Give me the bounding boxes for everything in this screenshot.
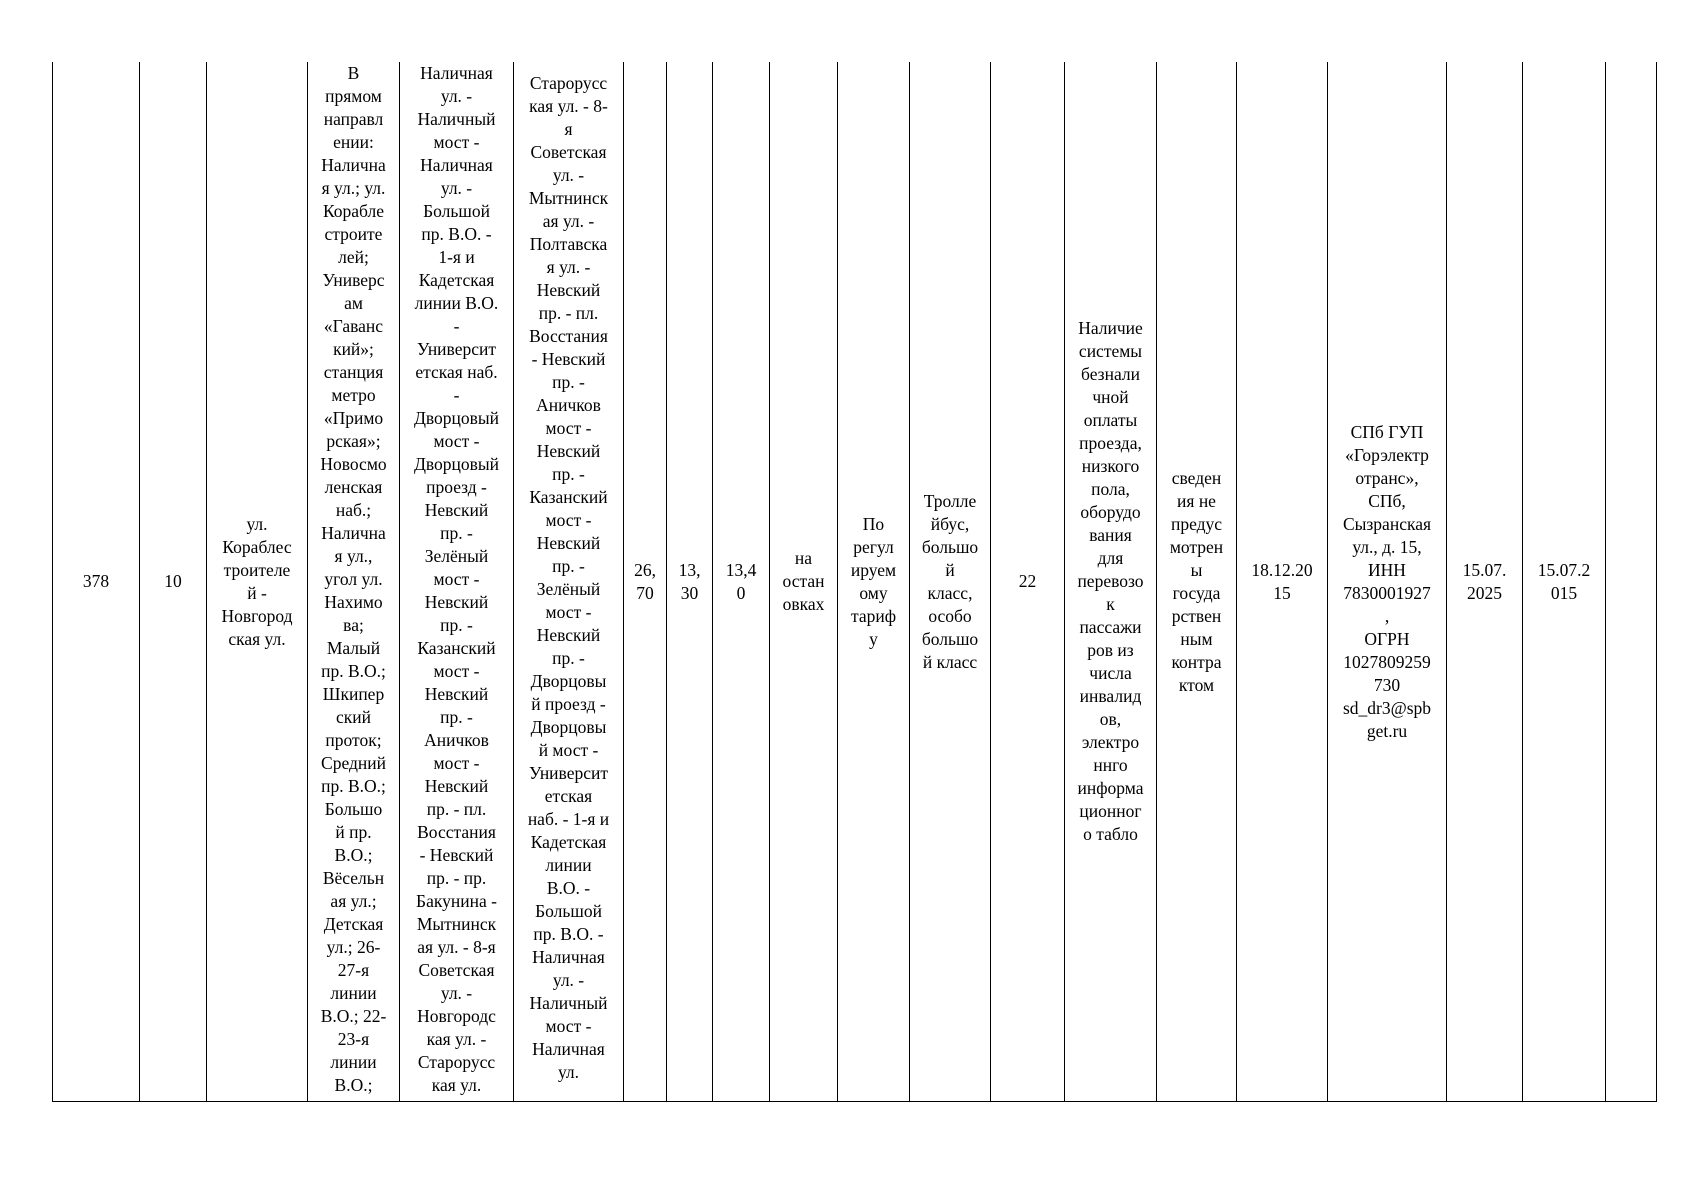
row-number: 378: [82, 571, 110, 591]
route-registry-table: [52, 62, 1657, 1102]
table-row: [53, 62, 1657, 1102]
carrier-cell: [1328, 62, 1447, 1102]
start-date: 18.12.20 15: [1251, 559, 1313, 603]
length-forward: 13, 30: [678, 559, 701, 603]
vehicle-characteristics: Наличие системы безнали чной оплаты проезда, низкого пола, оборудо вания для перевозо к пассажи ров из числа инвалид ов, электро ннго информа ционног о табло: [1077, 318, 1144, 844]
route-number-cell: [140, 62, 207, 1102]
stops-cell: [308, 62, 400, 1102]
length-backward-cell: [713, 62, 770, 1102]
streets-backward: Старорусс кая ул. - 8- я Советская ул. - Мытнинск ая ул. - Полтавска я ул. - Невский пр. - пл. Восстания - Невский пр. - Аничков мост - Невский пр. - Казанский мост - Невский пр. - Зелёный мост - Невский пр. - Дворцовы й проезд - Дворцовы й мост - Университ етская наб. - 1-я и Кадетская линии В.О. - Большой пр. В.О. - Наличная ул. - Наличный мост - Наличная ул.: [527, 73, 610, 1082]
extra-cell: [1606, 62, 1657, 1102]
route-number: 10: [164, 571, 182, 591]
row-number-cell: [53, 62, 140, 1102]
boarding-cell: [770, 62, 838, 1102]
stops-list: В прямом направл ении: Налична я ул.; ул. Корабле строите лей; Универс ам «Гаванс кий»; станция метро «Примо рская»; Новосмо ленская наб.; Налична я ул., угол ул. Нахимо ва; Малый пр. В.О.; Шкипер ский проток; Средний пр. В.О.; Большо й пр. В.О.; Вёсельн ая ул.; Детская ул.; 26- 27-я линии В.О.; 22- 23-я линии В.О.;: [320, 63, 387, 1095]
streets-backward-cell: [514, 62, 624, 1102]
start-date-cell: [1237, 62, 1328, 1102]
contract-info: сведен ия не предус мотрен ы госуда рствен ным контра ктом: [1169, 467, 1224, 695]
vehicle-count-cell: [991, 62, 1065, 1102]
route-name: ул. Кораблес троителе й - Новгород ская ул.: [221, 513, 293, 649]
characteristics-cell: [1065, 62, 1157, 1102]
streets-forward-cell: [400, 62, 514, 1102]
vehicle-cell: [910, 62, 991, 1102]
date-2: 15.07.2 015: [1537, 559, 1591, 603]
contract-cell: [1157, 62, 1237, 1102]
length-total: 26, 70: [634, 559, 656, 603]
tariff-cell: [838, 62, 910, 1102]
length-forward-cell: [667, 62, 713, 1102]
vehicle-count: 22: [1018, 571, 1037, 591]
date-2-cell: [1523, 62, 1606, 1102]
streets-forward: Наличная ул. - Наличный мост - Наличная ул. - Большой пр. В.О. - 1-я и Кадетская линии В.О. - Университ етская наб. - Дворцовый мост - Дворцовый проезд - Невский пр. - Зелёный мост - Невский пр. - Казанский мост - Невский пр. - Аничков мост - Невский пр. - пл. Восстания - Невский пр. - пр. Бакунина - Мытнинск ая ул. - 8-я Советская ул. - Новгородс кая ул. - Старорусс кая ул.: [413, 63, 500, 1095]
length-backward: 13,4 0: [725, 559, 757, 603]
boarding-procedure: на остан овках: [782, 548, 825, 614]
vehicle-type: Тролле йбус, большо й класс, особо большо й класс: [921, 490, 979, 672]
date-1-cell: [1447, 62, 1523, 1102]
length-total-cell: [624, 62, 667, 1102]
tariff-type: По регул ируем ому тариф у: [850, 513, 897, 649]
date-1: 15.07. 2025: [1462, 559, 1507, 603]
carrier-info: СПб ГУП «Горэлектр отранс», СПб, Сызранская ул., д. 15, ИНН 7830001927 , ОГРН 1027809259 730 sd_dr3@spb get.ru: [1342, 421, 1432, 741]
route-name-cell: [207, 62, 308, 1102]
